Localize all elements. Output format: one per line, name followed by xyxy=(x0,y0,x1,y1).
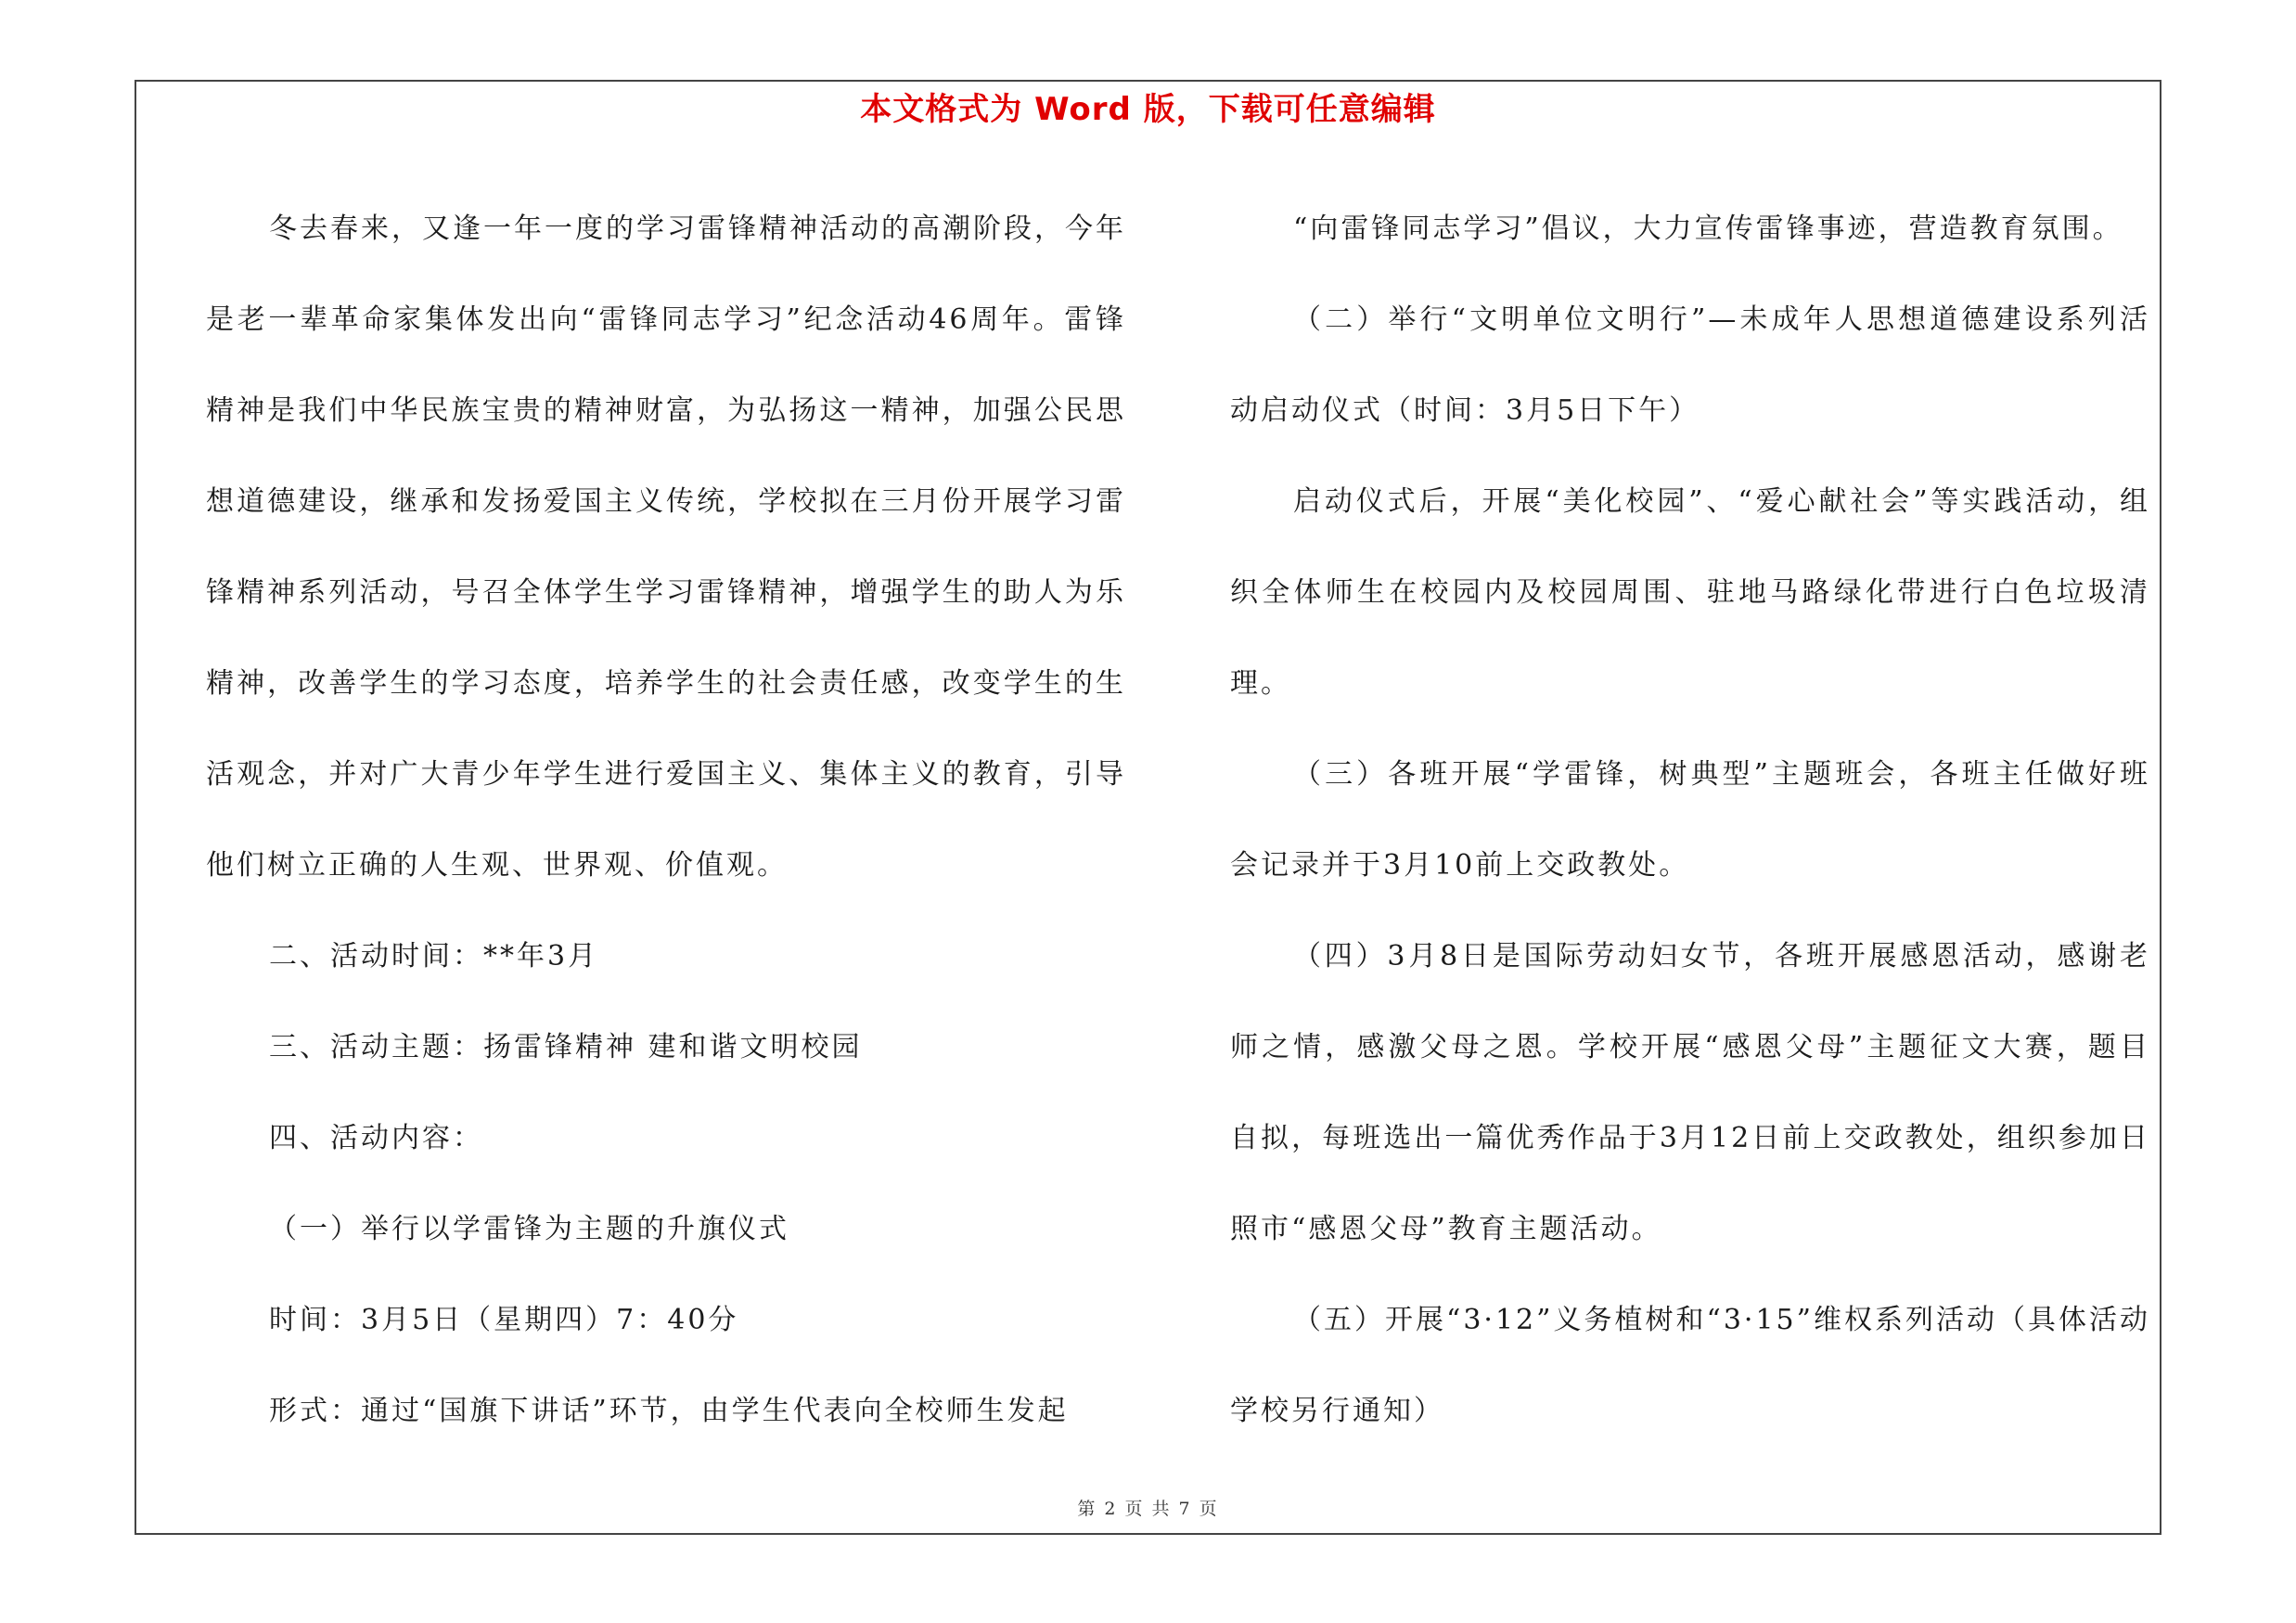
flag-ceremony-item: （一）举行以学雷锋为主题的升旗仪式 xyxy=(269,1213,789,1245)
class-meeting-item: （三）各班开展“学雷锋，树典型”主题班会，各班主任做好班会记录并于3月10前上交政教处。 xyxy=(1230,758,2150,882)
activity-theme-heading: 三、活动主题：扬雷锋精神 建和谐文明校园 xyxy=(269,1031,863,1063)
ceremony-form: 形式：通过“国旗下讲话”环节，由学生代表向全校师生发起 xyxy=(269,1395,1069,1427)
ceremony-time: 时间：3月5日（星期四）7：40分 xyxy=(269,1304,739,1336)
form-continuation: “向雷锋同志学习”倡议，大力宣传雷锋事迹，营造教育氛围。 xyxy=(1293,213,2123,245)
activity-content-heading: 四、活动内容： xyxy=(269,1122,483,1154)
intro-paragraph: 冬去春来，又逢一年一度的学习雷锋精神活动的高潮阶段，今年是老一辈革命家集体发出向“雷锋同志学习”纪念活动46周年。雷锋精神是我们中华民族宝贵的精神财富，为弘扬这一精神，加强公民思想道德建设，继承和发扬爱国主义传统，学校拟在三月份开展学习雷锋精神系列活动，号召全体学生学习雷锋精神，增强学生的助人为乐精神，改善学生的学习态度，培养学生的社会责任感，改变学生的生活观念，并对广大青少年学生进行爱国主义、集体主义的教育，引导他们树立正确的人生观、世界观、价值观。 xyxy=(206,213,1126,882)
page-number: 第 2 页 共 7 页 xyxy=(1077,1499,1219,1519)
format-banner: 本文格式为 Word 版，下载可任意编辑 xyxy=(860,91,1436,128)
right-column xyxy=(1230,184,2150,1457)
tree-planting-item: （五）开展“3·12”义务植树和“3·15”维权系列活动（具体活动学校另行通知） xyxy=(1230,1304,2150,1427)
practice-activity-paragraph: 启动仪式后，开展“美化校园”、“爱心献社会”等实践活动，组织全体师生在校园内及校园周围、驻地马路绿化带进行白色垃圾清理。 xyxy=(1230,485,2150,700)
left-column xyxy=(206,184,1126,1457)
activity-time-heading: 二、活动时间：**年3月 xyxy=(269,940,599,973)
womens-day-item: （四）3月8日是国际劳动妇女节，各班开展感恩活动，感谢老师之情，感激父母之恩。学校开展“感恩父母”主题征文大赛，题目自拟，每班选出一篇优秀作品于3月12日前上交政教处，组织参加日照市“感恩父母”教育主题活动。 xyxy=(1230,940,2150,1245)
launch-ceremony-item: （二）举行“文明单位文明行”—未成年人思想道德建设系列活动启动仪式（时间：3月5日下午） xyxy=(1230,303,2150,427)
